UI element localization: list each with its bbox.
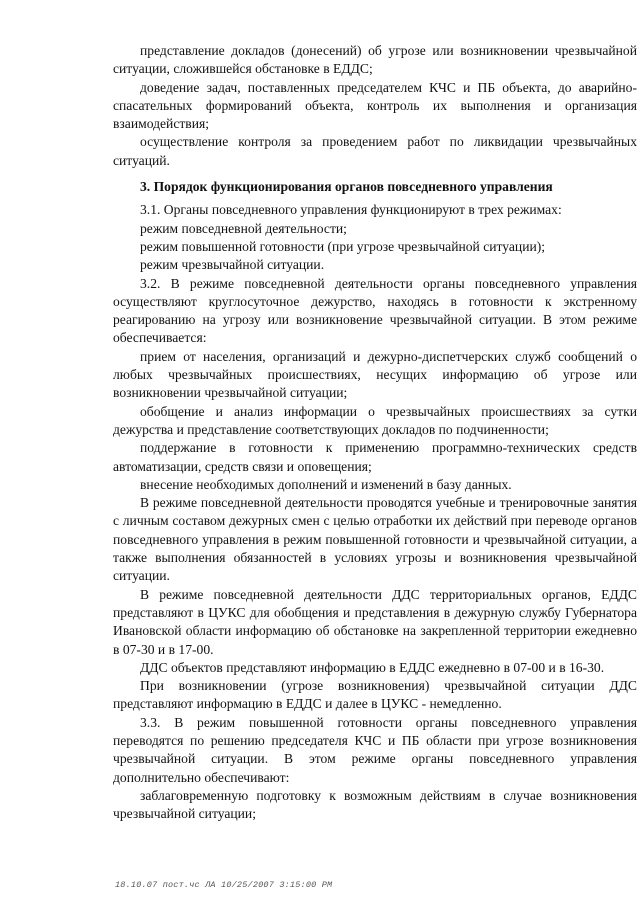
document-page (113, 42, 637, 823)
list-item-preparation: заблаговременную подготовку к возможным действиям в случае возникновения чрезвычайной ситуации; (113, 787, 637, 822)
list-item-readiness: поддержание в готовности к применению программно-технических средств автоматизации, средств связи и оповещения; (113, 440, 637, 474)
list-item-database: внесение необходимых дополнений и изменений в базу данных. (140, 476, 512, 492)
section-heading-3: 3. Порядок функционирования органов повседневного управления (140, 179, 553, 195)
list-item-analysis: обобщение и анализ информации о чрезвычайных происшествиях за сутки дежурства и представление соответствующих докладов по подчиненности; (113, 403, 637, 437)
paragraph-object-dds: ДДС объектов представляют информацию в ЕДДС ежедневно в 07-00 и в 16-30. (140, 659, 605, 675)
paragraph-training: В режиме повседневной деятельности проводятся учебные и тренировочные занятия с личным составом дежурных смен с целью отработки их действий при переводе органов повседневного управления в режим повышенной готовности и чрезвычайной ситуации, а также выполнения обязанностей в условиях угрозы и возникновения чрезвычайной ситуации. (113, 495, 637, 584)
paragraph-control: осуществление контроля за проведением работ по ликвидации чрезвычайных ситуаций. (113, 134, 637, 168)
paragraph-3-1: 3.1. Органы повседневного управления функционируют в трех режимах: (140, 202, 562, 218)
paragraph-3-3: 3.3. В режим повышенной готовности органы повседневного управления переводятся по решению председателя КЧС и ПБ области при угрозе возникновения чрезвычайной ситуации. В этом режиме органы повседневного управления дополнительно обеспечивают: (113, 714, 637, 785)
mode-high-readiness: режим повышенной готовности (при угрозе чрезвычайной ситуации); (140, 238, 546, 254)
paragraph-reports: представление докладов (донесений) об угрозе или возникновении чрезвычайной ситуации, сложившейся обстановке в ЕДДС; (113, 43, 637, 77)
file-footer: 18.10.07 пост.чс ЛА 10/25/2007 3:15:00 PM (115, 880, 333, 890)
mode-emergency: режим чрезвычайной ситуации. (140, 257, 325, 273)
paragraph-tasks: доведение задач, поставленных председателем КЧС и ПБ объекта, до аварийно-спасательных формирований объекта, контроль их выполнения и организация взаимодействия; (113, 79, 637, 132)
mode-daily: режим повседневной деятельности; (140, 220, 347, 236)
paragraph-3-2: 3.2. В режиме повседневной деятельности органы повседневного управления осуществляют круглосуточное дежурство, находясь в готовности к экстренному реагированию на угрозу или возникновение чрезвычайной ситуации. В этом режиме обеспечивается: (113, 275, 637, 346)
list-item-reception: прием от населения, организаций и дежурно-диспетчерских служб сообщений о любых чрезвычайных происшествиях, несущих информацию об угрозе или возникновении чрезвычайной ситуации; (113, 348, 637, 401)
paragraph-immediate: При возникновении (угрозе возникновения) чрезвычайной ситуации ДДС представляют информацию в ЕДДС и далее в ЦУКС - немедленно. (113, 678, 637, 712)
paragraph-dds-reporting: В режиме повседневной деятельности ДДС территориальных органов, ЕДДС представляют в ЦУКС для обобщения и представления в дежурную службу Губернатора Ивановской области информацию об обстановке на закрепленной территории ежедневно в 07-30 и в 17-00. (113, 586, 637, 657)
